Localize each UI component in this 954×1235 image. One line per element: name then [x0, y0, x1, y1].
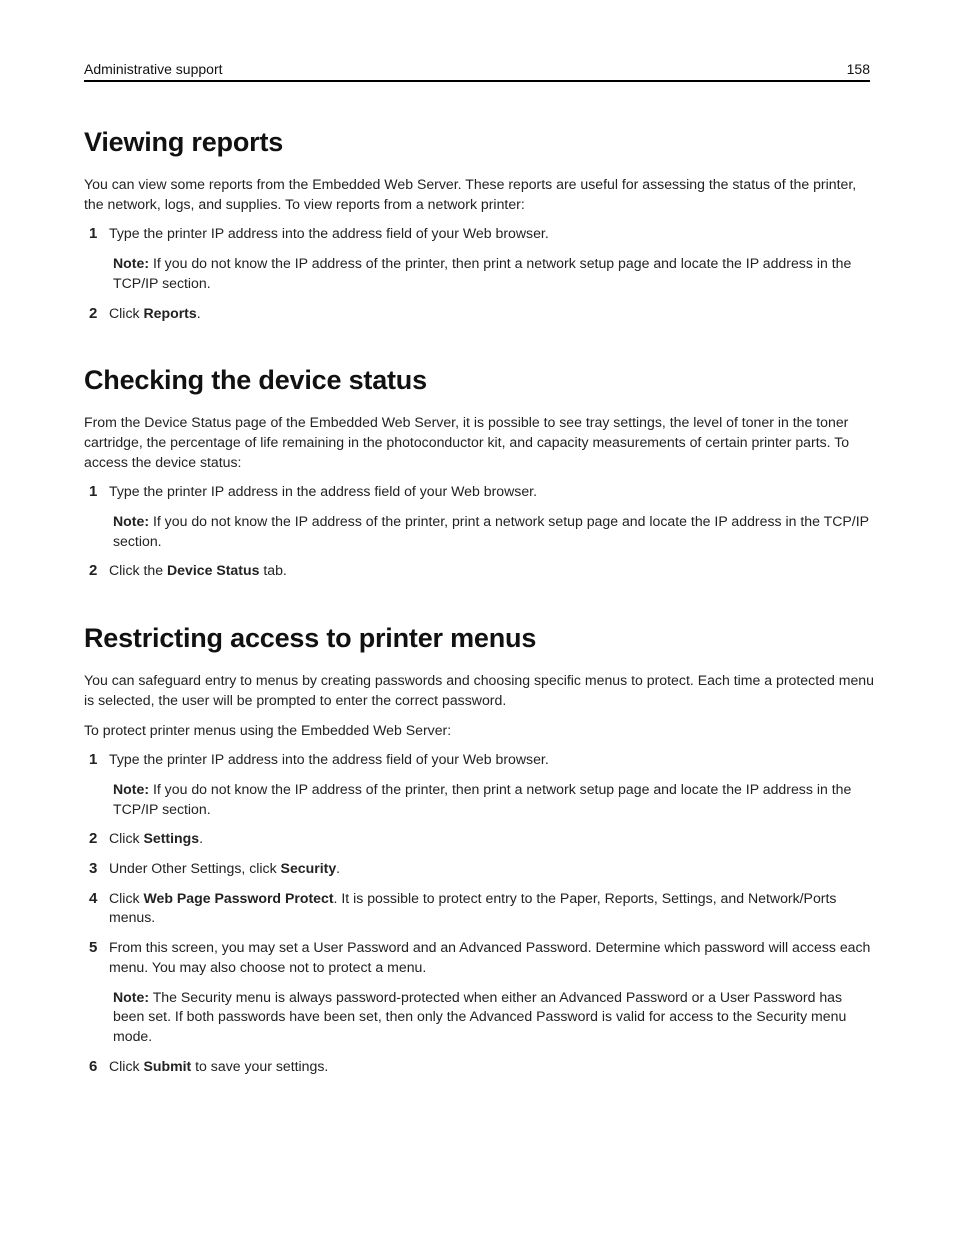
ui-term-submit: Submit — [143, 1057, 192, 1074]
note-label: Note: — [113, 780, 150, 797]
ui-term-reports: Reports — [143, 304, 197, 321]
step-4 — [84, 889, 874, 928]
section-checking-device-status — [84, 362, 874, 581]
ui-term-device-status: Device Status — [166, 562, 260, 579]
step-3 — [84, 859, 874, 879]
step-text-pre: Click — [109, 304, 144, 321]
step-number: 1 — [89, 225, 98, 243]
note-text: If you do not know the IP address of the printer, then print a network setup page and locate the IP address in the TCP/IP section. — [113, 780, 852, 817]
section-intro: You can view some reports from the Embedded Web Server. These reports are useful for assessing the status of the printer, the network, logs, and supplies. To view reports from a network printer: — [84, 176, 857, 212]
ui-term-security: Security — [280, 860, 337, 877]
note — [113, 512, 874, 551]
step-text: Type the printer IP address into the address field of your Web browser. — [109, 225, 549, 242]
note-label: Note: — [113, 988, 150, 1005]
note-text: If you do not know the IP address of the printer, then print a network setup page and locate the IP address in the TCP/IP section. — [113, 255, 852, 291]
step-number: 2 — [89, 830, 98, 848]
step-1 — [84, 482, 874, 502]
step-text-post: . — [196, 304, 201, 321]
step-1 — [84, 750, 874, 770]
note — [113, 254, 874, 293]
section-intro: From the Device Status page of the Embedded Web Server, it is possible to see tray settings, the level of toner in the toner cartridge, the percentage of life remaining in the photoconductor kit, and capacity measurements of certain printer parts. To access the device status: — [84, 414, 850, 470]
step-text-post: . — [199, 830, 203, 847]
section-intro: You can safeguard entry to menus by creating passwords and choosing specific menus to protect. Each time a protected menu is selected, the user will be prompted to enter the correct password. — [84, 672, 874, 708]
section-heading: Restricting access to printer menus — [84, 623, 537, 654]
page-content — [84, 124, 874, 1086]
step-number: 2 — [89, 562, 98, 580]
step-text-pre: Under Other Settings, click — [109, 860, 281, 877]
step-text-pre: Click — [109, 1057, 144, 1074]
section-restricting-access — [84, 620, 874, 1076]
section-intro-2: To protect printer menus using the Embedded Web Server: — [84, 721, 452, 738]
step-text-post: . — [336, 860, 341, 877]
step-1 — [84, 224, 874, 244]
page-header — [84, 58, 870, 80]
step-2 — [84, 829, 874, 849]
step-6 — [84, 1057, 874, 1077]
step-number: 3 — [89, 860, 98, 878]
page-number: 158 — [846, 61, 870, 77]
section-viewing-reports — [84, 124, 874, 323]
section-heading: Checking the device status — [84, 365, 427, 396]
note-text: If you do not know the IP address of the printer, print a network setup page and locate the IP address in the TCP/IP section. — [113, 513, 869, 549]
note-label: Note: — [113, 255, 150, 272]
step-2 — [84, 304, 874, 324]
header-title: Administrative support — [84, 61, 223, 77]
header-rule — [84, 80, 870, 82]
step-text-post: to save your settings. — [191, 1057, 329, 1074]
step-2 — [84, 561, 874, 581]
step-number: 1 — [89, 751, 98, 769]
note — [113, 780, 874, 819]
step-text-pre: Click — [109, 830, 144, 847]
step-number: 5 — [89, 939, 98, 957]
step-number: 6 — [89, 1057, 98, 1075]
ui-term-web-page-password-protect: Web Page Password Protect — [143, 889, 334, 906]
step-text: Type the printer IP address into the address field of your Web browser. — [109, 751, 549, 768]
step-text: Type the printer IP address in the address field of your Web browser. — [109, 483, 538, 500]
ui-term-settings: Settings — [143, 830, 200, 847]
step-text-pre: Click — [109, 889, 144, 906]
note-label: Note: — [113, 513, 150, 530]
step-text-post: . It is possible to protect entry to the Paper, Reports, Settings, and Network/Ports menus. — [109, 889, 837, 926]
note-text: The Security menu is always password-protected when either an Advanced Password or a User Password has been set. If both passwords have been set, then only the Advanced Password is valid for access to the Security menu mode. — [113, 988, 847, 1044]
step-5 — [84, 938, 874, 977]
step-text-pre: Click the — [109, 562, 167, 579]
step-text-post: tab. — [259, 562, 287, 579]
section-heading: Viewing reports — [84, 127, 284, 157]
step-number: 1 — [89, 483, 98, 501]
step-number: 4 — [89, 889, 98, 907]
note — [113, 988, 874, 1047]
step-number: 2 — [89, 304, 98, 322]
step-text: From this screen, you may set a User Password and an Advanced Password. Determine which password will access each menu. You may also choose not to protect a menu. — [109, 939, 871, 975]
